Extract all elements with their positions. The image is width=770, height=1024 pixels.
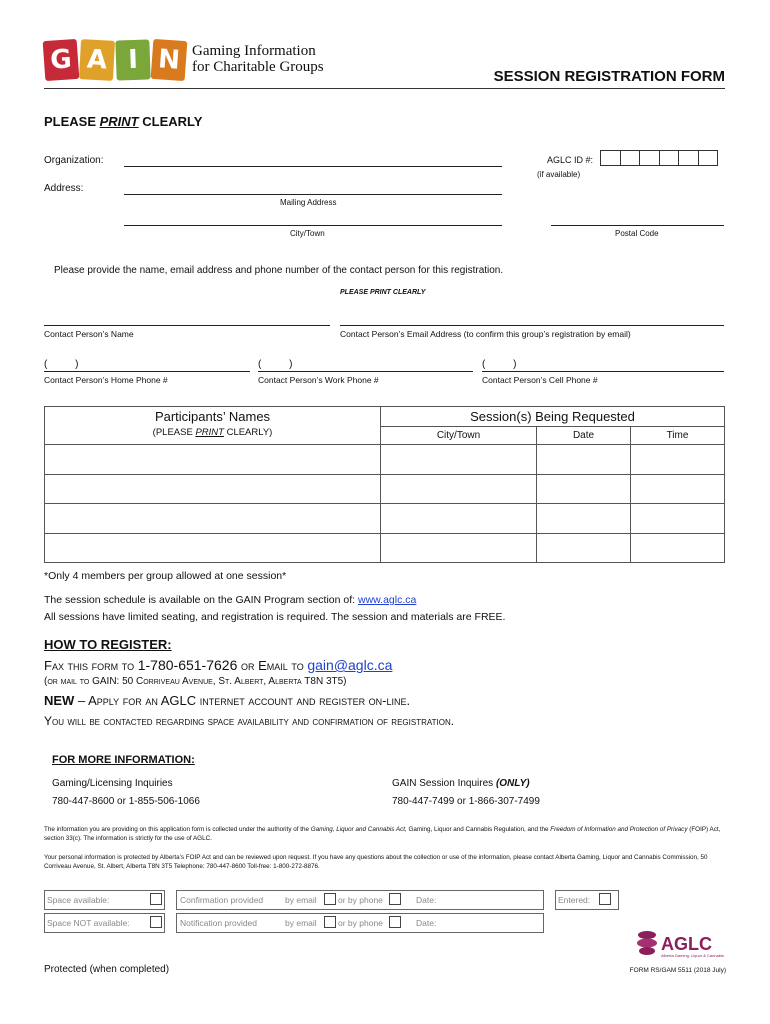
gain-label-emph: (ONLY) — [495, 778, 530, 789]
date-cell[interactable] — [537, 533, 631, 563]
logo-tile-g: G — [43, 39, 80, 81]
contact-name-field[interactable] — [44, 325, 330, 326]
table-row — [45, 445, 725, 475]
confirmation-date-label: Date: — [416, 895, 437, 905]
gain-label-pre: GAIN Session Inquires — [392, 778, 496, 789]
foip-p1-e: (FOIP) Act, section 33(c). The information is strictly for the use of AGLC. — [44, 826, 721, 842]
col-date: Date — [537, 427, 631, 445]
city-cell[interactable] — [381, 474, 537, 504]
organization-field[interactable] — [124, 166, 502, 167]
entered-label: Entered: — [558, 895, 591, 905]
participants-sub-post: CLEARLY) — [223, 427, 273, 438]
limited-seating-note: All sessions have limited seating, and registration is required. The session and materials are FREE. — [44, 611, 506, 623]
participant-name-cell[interactable] — [45, 474, 381, 504]
contact-print-clearly: PLEASE PRINT CLEARLY — [340, 289, 426, 296]
entered-checkbox[interactable] — [599, 893, 611, 905]
work-phone-caption: Contact Person’s Work Phone # — [258, 375, 379, 385]
cell-phone-field[interactable] — [482, 371, 724, 372]
notification-phone-checkbox[interactable] — [389, 916, 401, 928]
protected-notice: Protected (when completed) — [44, 964, 170, 975]
space-not-available-label: Space NOT available: — [47, 918, 130, 928]
aglc-website-link[interactable]: www.aglc.ca — [358, 594, 417, 606]
gaming-inquiries-phone: 780-447-8600 or 1-855-506-1066 — [52, 796, 200, 807]
fax-number: 1-780-651-7626 — [137, 657, 238, 673]
organization-label: Organization: — [44, 155, 104, 166]
logo-tile-n: N — [151, 39, 188, 81]
foip-protection-notice: Your personal information is protected by Alberta’s FOIP Act and can be reviewed upon request. If you have any questions about the collection or use of the information, please contact Alberta Gaming, Liquor and Cannabis Commission, 50 Corriveau Avenue, St. Albert, Alberta T8N 3T5 Telephone: 780-447-8600 Toll-free: 1-800-272-8876. — [44, 854, 708, 870]
print-notice-pre: PLEASE — [44, 114, 100, 129]
date-cell[interactable] — [537, 504, 631, 534]
participant-name-cell[interactable] — [45, 533, 381, 563]
confirmation-phone-checkbox[interactable] — [389, 893, 401, 905]
aglc-logo-text: AGLC — [661, 934, 712, 954]
col-city-town: City/Town — [381, 427, 537, 445]
gain-email-link[interactable]: gain@aglc.ca — [307, 657, 393, 673]
participants-sub-emph: PRINT — [195, 427, 224, 438]
participants-table — [44, 406, 725, 563]
postal-code-field[interactable] — [551, 225, 724, 226]
print-notice — [44, 114, 202, 129]
col-time: Time — [631, 427, 725, 445]
more-info-heading: FOR MORE INFORMATION: — [52, 754, 195, 766]
gaming-inquiries-label: Gaming/Licensing Inquiries — [52, 778, 173, 789]
home-phone-caption: Contact Person’s Home Phone # — [44, 375, 168, 385]
table-row — [45, 504, 725, 534]
address-label: Address: — [44, 183, 84, 194]
foip-p1-a: The information you are providing on this application form is collected under the authority of the — [44, 826, 311, 833]
table-header-row — [45, 407, 725, 427]
new-rest: – Apply for an AGLC internet account and register on-line. — [74, 693, 411, 708]
space-available-label: Space available: — [47, 895, 110, 905]
work-phone-field[interactable] — [258, 371, 473, 372]
time-cell[interactable] — [631, 474, 725, 504]
notification-email-checkbox[interactable] — [324, 916, 336, 928]
print-notice-post: CLEARLY — [138, 114, 203, 129]
participants-header: Participants’ Names — [154, 409, 271, 424]
form-title: SESSION REGISTRATION FORM — [493, 68, 725, 85]
confirmation-by-phone-label: or by phone — [338, 895, 383, 905]
time-cell[interactable] — [631, 504, 725, 534]
aglc-logo-subtext: Alberta Gaming, Liquor & Cannabis — [661, 953, 724, 958]
mail-address: (or mail to GAIN: 50 Corriveau Avenue, St. Albert, Alberta T8N 3T5) — [44, 676, 347, 687]
foip-p1-b: Gaming, Liquor and Cannabis Act, — [310, 826, 407, 833]
date-cell[interactable] — [537, 474, 631, 504]
table-row — [45, 474, 725, 504]
notification-by-email-label: by email — [285, 918, 317, 928]
aglc-id-box[interactable] — [620, 150, 641, 166]
aglc-id-box[interactable] — [698, 150, 719, 166]
participant-name-cell[interactable] — [45, 445, 381, 475]
aglc-logo-icon — [636, 929, 658, 957]
city-cell[interactable] — [381, 445, 537, 475]
city-cell[interactable] — [381, 533, 537, 563]
logo-tile-i: I — [115, 39, 150, 80]
logo-line1: Gaming Information — [192, 43, 316, 59]
mailing-address-field[interactable] — [124, 194, 502, 195]
work-phone-paren: ( ) — [258, 359, 293, 370]
if-available-note: (if available) — [537, 170, 581, 179]
space-available-checkbox[interactable] — [150, 893, 162, 905]
confirmation-by-email-label: by email — [285, 895, 317, 905]
fax-pre: Fax this form to — [44, 658, 138, 673]
form-code: FORM RS/GAM 5511 (2018 July) — [629, 967, 726, 974]
postal-code-caption: Postal Code — [615, 229, 659, 238]
confirmation-provided-label: Confirmation provided — [180, 895, 264, 905]
participants-subheader — [45, 427, 380, 438]
aglc-id-box[interactable] — [600, 150, 621, 166]
only-four-note: *Only 4 members per group allowed at one session* — [44, 570, 287, 582]
aglc-id-box[interactable] — [659, 150, 680, 166]
cell-phone-caption: Contact Person’s Cell Phone # — [482, 375, 598, 385]
confirmation-email-checkbox[interactable] — [324, 893, 336, 905]
notification-date-label: Date: — [416, 918, 437, 928]
notification-by-phone-label: or by phone — [338, 918, 383, 928]
city-town-caption: City/Town — [290, 229, 325, 238]
how-to-register-heading: HOW TO REGISTER: — [44, 637, 172, 652]
aglc-id-label: AGLC ID #: — [547, 155, 594, 165]
aglc-logo-mark — [636, 929, 658, 957]
city-cell[interactable] — [381, 504, 537, 534]
fax-mid: or Email to — [237, 658, 308, 673]
new-label: NEW — [44, 693, 75, 708]
contacted-note: You will be contacted regarding space availability and confirmation of registration. — [44, 714, 455, 728]
city-town-field[interactable] — [124, 225, 502, 226]
sessions-header: Session(s) Being Requested — [381, 407, 725, 427]
notification-provided-label: Notification provided — [180, 918, 258, 928]
contact-email-caption: Contact Person’s Email Address (to confirm this group’s registration by email) — [340, 329, 631, 339]
home-phone-paren: ( ) — [44, 359, 79, 370]
aglc-id-field[interactable] — [601, 150, 718, 166]
new-online-line — [44, 693, 410, 708]
contact-instructions: Please provide the name, email address and phone number of the contact person for this registration. — [54, 265, 504, 276]
participant-name-cell[interactable] — [45, 504, 381, 534]
home-phone-field[interactable] — [44, 371, 250, 372]
aglc-id-box[interactable] — [678, 150, 699, 166]
gain-inquiries-label — [392, 778, 530, 789]
schedule-text: The session schedule is available on the GAIN Program section of: — [44, 594, 358, 606]
cell-phone-paren: ( ) — [482, 359, 517, 370]
contact-email-field[interactable] — [340, 325, 724, 326]
header-divider — [44, 88, 725, 89]
aglc-id-box[interactable] — [639, 150, 660, 166]
gain-inquiries-phone: 780-447-7499 or 1-866-307-7499 — [392, 796, 540, 807]
logo-tile-a: A — [79, 39, 115, 81]
print-notice-emph: PRINT — [99, 114, 139, 129]
space-not-available-checkbox[interactable] — [150, 916, 162, 928]
participants-sub-pre: (PLEASE — [152, 427, 196, 438]
gain-logo — [44, 40, 188, 80]
fax-line — [44, 657, 392, 673]
time-cell[interactable] — [631, 533, 725, 563]
foip-p1-c: Gaming, Liquor and Cannabis Regulation, and the — [406, 826, 551, 833]
date-cell[interactable] — [537, 445, 631, 475]
time-cell[interactable] — [631, 445, 725, 475]
table-row — [45, 533, 725, 563]
mailing-address-caption: Mailing Address — [280, 198, 337, 207]
logo-line2: for Charitable Groups — [192, 59, 324, 75]
contact-name-caption: Contact Person’s Name — [44, 329, 134, 339]
participants-header-cell — [45, 407, 381, 445]
logo-text — [192, 43, 324, 75]
foip-p1-d: Freedom of Information and Protection of Privacy — [550, 826, 688, 833]
foip-collection-notice — [44, 825, 726, 843]
schedule-note — [44, 594, 416, 606]
